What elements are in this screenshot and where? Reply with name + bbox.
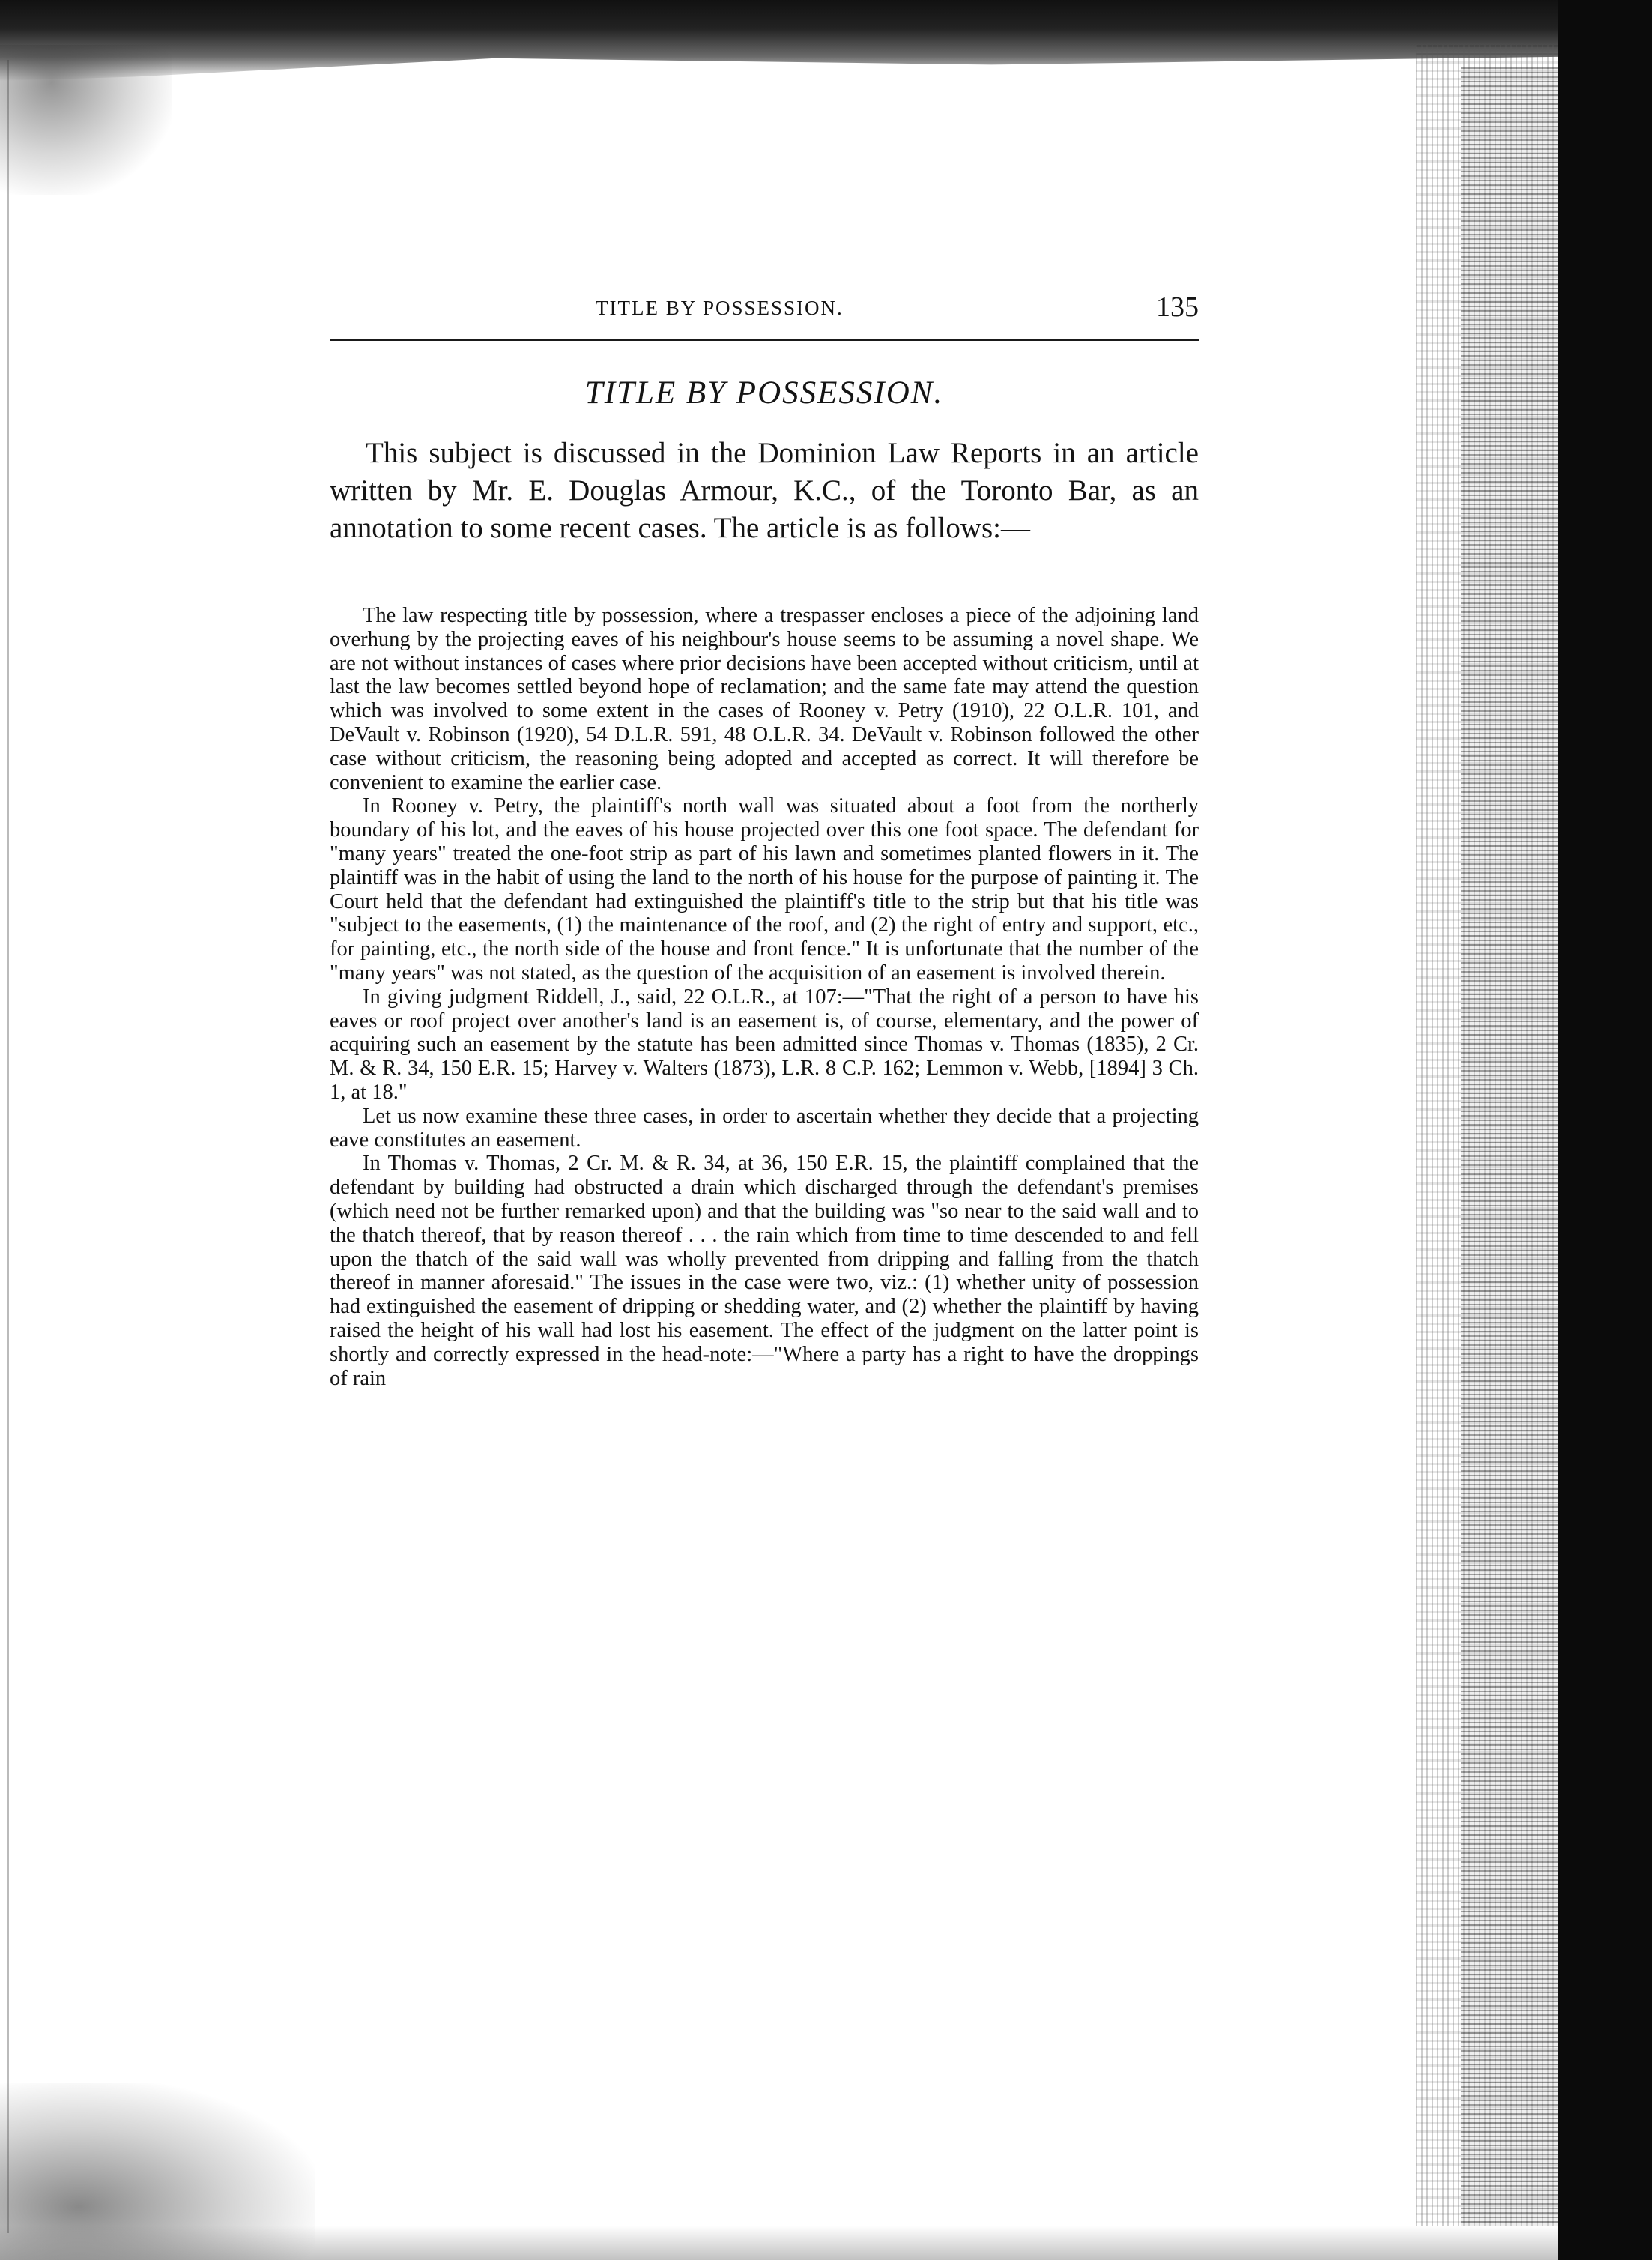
paragraph: Let us now examine these three cases, in order to ascertain whether they decide that a projecting eave constitutes an easement.	[330, 1104, 1199, 1152]
scan-left-edge	[7, 60, 9, 2233]
page-stack-lines	[1461, 67, 1558, 2226]
article-body	[330, 604, 1199, 1390]
intro-paragraph: This subject is discussed in the Dominion Law Reports in an article written by Mr. E. Douglas Armour, K.C., of the Toronto Bar, as an annotation to some recent cases. The article is as follows:—	[330, 437, 1199, 544]
scan-top-left-smudge	[0, 45, 172, 195]
page-number: 135	[1156, 291, 1199, 323]
article-title: TITLE BY POSSESSION.	[584, 375, 944, 411]
paragraph: In Rooney v. Petry, the plaintiff's north wall was situated about a foot from the northerly boundary of his lot, and the eaves of his house projected over this one foot space. The defendant for "many years" treated the one-foot strip as part of his lawn and sometimes planted flowers in it. The plaintiff was in the habit of using the land to the north of his house for the purpose of painting it. The Court held that the defendant had extinguished the plaintiff's title to the strip but that his title was "subject to the easements, (1) the maintenance of the roof, and (2) the right of entry and support, etc., for painting, etc., the north side of the house and front fence." It is unfortunate that the number of the "many years" was not stated, as the question of the acquisition of an easement is involved therein.	[330, 794, 1199, 985]
scan-right-dark-edge	[1558, 0, 1652, 2260]
header-rule	[330, 339, 1199, 341]
scan-top-edge-shadow	[0, 0, 1652, 81]
scan-bottom-edge-shadow	[0, 2226, 1652, 2260]
running-head	[330, 291, 1199, 336]
paragraph: The law respecting title by possession, where a trespasser encloses a piece of the adjoining land overhung by the projecting eaves of his neighbour's house seems to be assuming a novel shape. We are not without instances of cases where prior decisions have been accepted without criticism, until at last the law becomes settled beyond hope of reclamation; and the same fate may attend the question which was involved to some extent in the cases of Rooney v. Petry (1910), 22 O.L.R. 101, and DeVault v. Robinson (1920), 54 D.L.R. 591, 48 O.L.R. 34. DeVault v. Robinson followed the other case without criticism, the reasoning being adopted and accepted as correct. It will therefore be convenient to examine the earlier case.	[330, 604, 1199, 794]
paragraph: In giving judgment Riddell, J., said, 22 O.L.R., at 107:—"That the right of a person to have his eaves or roof project over another's land is an easement is, of course, elementary, and the power of acquiring such an easement by the statute has been admitted since Thomas v. Thomas (1835), 2 Cr. M. & R. 34, 150 E.R. 15; Harvey v. Walters (1873), L.R. 8 C.P. 162; Lemmon v. Webb, [1894] 3 Ch. 1, at 18."	[330, 985, 1199, 1104]
paragraph: In Thomas v. Thomas, 2 Cr. M. & R. 34, at 36, 150 E.R. 15, the plaintiff complained that the defendant by building had obstructed a drain which discharged through the defendant's premises (which need not be further remarked upon) and that the building was "so near to the said wall and to the thatch thereof, that by reason thereof . . . the rain which from time to time descended to and fell upon the thatch of the said wall was wholly prevented from dripping and falling from the thatch thereof in manner aforesaid." The issues in the case were two, viz.: (1) whether unity of possession had extinguished the easement of dripping or shedding water, and (2) whether the plaintiff by having raised the height of his wall had lost his easement. The effect of the judgment on the latter point is shortly and correctly expressed in the head-note:—"Where a party has a right to have the droppings of rain	[330, 1152, 1199, 1390]
running-head-title: TITLE BY POSSESSION.	[596, 297, 844, 319]
